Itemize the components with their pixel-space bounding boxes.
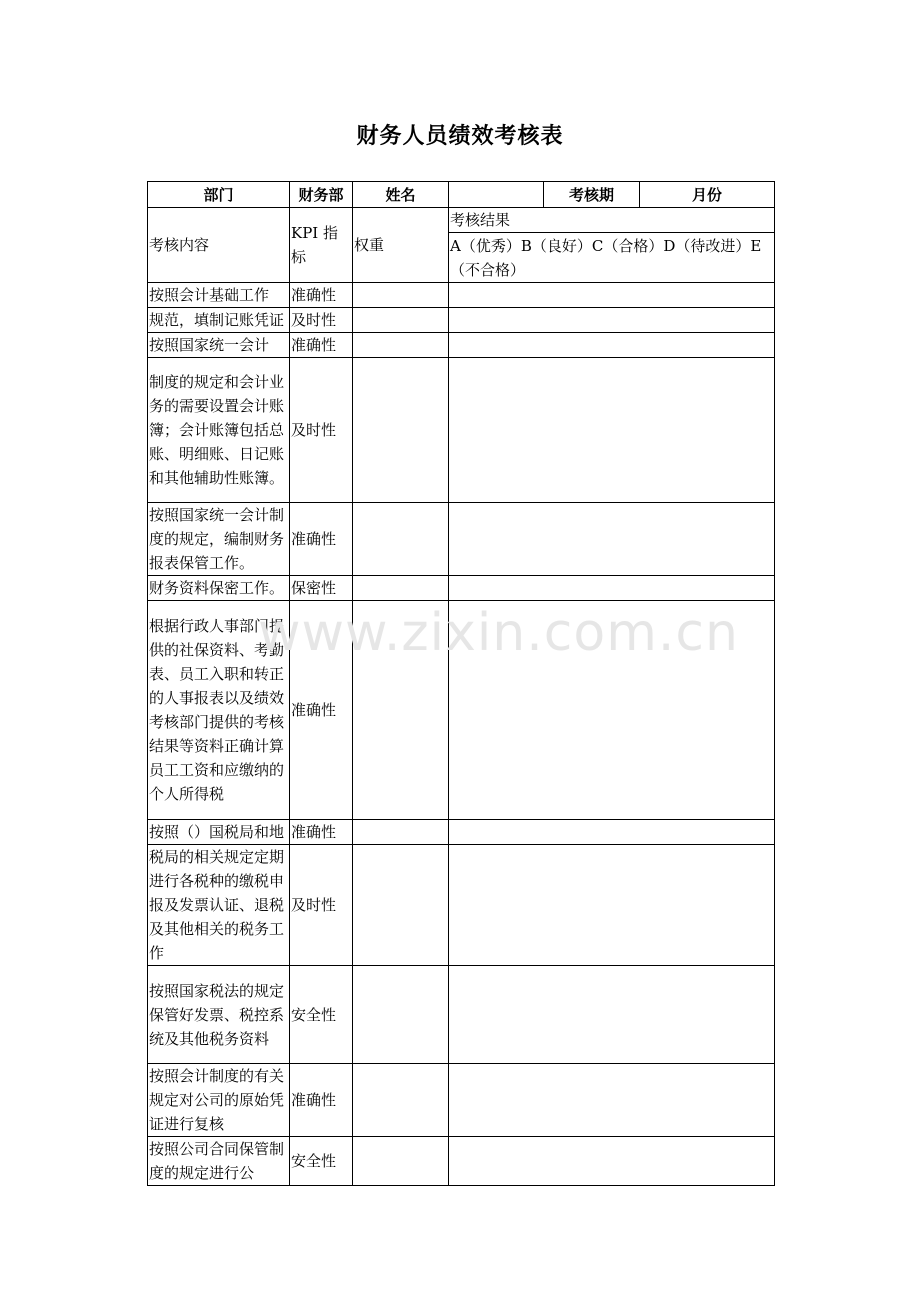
kpi-cell: 及时性 [290,845,353,966]
result-cell[interactable] [449,1137,775,1186]
result-cell[interactable] [449,503,775,576]
kpi-cell: 准确性 [290,601,353,820]
content-cell: 按照国家税法的规定保管好发票、税控系统及其他税务资料 [148,966,290,1064]
result-cell[interactable] [449,283,775,308]
weight-cell[interactable] [353,333,449,358]
content-cell: 根据行政人事部门提供的社保资料、考勤表、员工入职和转正的人事报表以及绩效考核部门提供的考核结果等资料正确计算员工工资和应缴纳的个人所得税 [148,601,290,820]
kpi-cell: 准确性 [290,283,353,308]
kpi-cell: 及时性 [290,358,353,503]
table-row [148,601,775,820]
weight-cell[interactable] [353,845,449,966]
grades-scale: A（优秀）B（良好）C（合格）D（待改进）E（不合格） [449,233,775,283]
table-row [148,845,775,966]
result-cell[interactable] [449,845,775,966]
result-cell[interactable] [449,333,775,358]
result-cell[interactable] [449,966,775,1064]
table-row [148,503,775,576]
result-cell[interactable] [449,576,775,601]
table-row [148,308,775,333]
kpi-cell: 准确性 [290,333,353,358]
result-cell[interactable] [449,1064,775,1137]
kpi-cell: 及时性 [290,308,353,333]
content-cell: 税局的相关规定定期进行各税种的缴税申报及发票认证、退税及其他相关的税务工作 [148,845,290,966]
result-cell[interactable] [449,820,775,845]
column-header-row [148,208,775,233]
kpi-cell: 保密性 [290,576,353,601]
table-row [148,576,775,601]
table-row [148,358,775,503]
appraisal-table [147,181,775,1186]
watermark: www.zixin.com.cn [258,603,739,663]
table-row [148,333,775,358]
weight-cell[interactable] [353,283,449,308]
table-row [148,283,775,308]
content-cell: 按照国家统一会计制度的规定，编制财务报表保管工作。 [148,503,290,576]
kpi-cell: 准确性 [290,503,353,576]
content-cell: 按照会计制度的有关规定对公司的原始凭证进行复核 [148,1064,290,1137]
weight-cell[interactable] [353,820,449,845]
dept-label: 部门 [148,182,290,208]
result-cell[interactable] [449,601,775,820]
content-cell: 制度的规定和会计业务的需要设置会计账簿；会计账簿包括总账、明细账、日记账和其他辅助性账簿。 [148,358,290,503]
kpi-cell: 安全性 [290,1137,353,1186]
header-row [148,182,775,208]
page-title: 财务人员绩效考核表 [356,123,564,149]
content-cell: 按照国家统一会计 [148,333,290,358]
result-column-header: 考核结果 [449,208,775,233]
dept-value: 财务部 [290,182,353,208]
weight-cell[interactable] [353,308,449,333]
name-value-cell[interactable] [449,182,544,208]
weight-cell[interactable] [353,503,449,576]
content-cell: 规范，填制记账凭证 [148,308,290,333]
kpi-cell: 准确性 [290,1064,353,1137]
content-column-header: 考核内容 [148,208,290,283]
result-cell[interactable] [449,358,775,503]
weight-cell[interactable] [353,358,449,503]
kpi-column-header: KPI 指标 [290,208,353,283]
weight-cell[interactable] [353,1137,449,1186]
content-cell: 按照会计基础工作 [148,283,290,308]
weight-cell[interactable] [353,576,449,601]
table-row [148,1137,775,1186]
table-row [148,820,775,845]
kpi-cell: 准确性 [290,820,353,845]
content-cell: 财务资料保密工作。 [148,576,290,601]
table-row [148,1064,775,1137]
period-value: 月份 [640,182,775,208]
result-cell[interactable] [449,308,775,333]
weight-cell[interactable] [353,601,449,820]
name-label: 姓名 [353,182,449,208]
content-cell: 按照公司合同保管制度的规定进行公 [148,1137,290,1186]
kpi-cell: 安全性 [290,966,353,1064]
weight-cell[interactable] [353,966,449,1064]
weight-column-header: 权重 [353,208,449,283]
weight-cell[interactable] [353,1064,449,1137]
period-label: 考核期 [544,182,640,208]
content-cell: 按照（）国税局和地 [148,820,290,845]
table-row [148,966,775,1064]
